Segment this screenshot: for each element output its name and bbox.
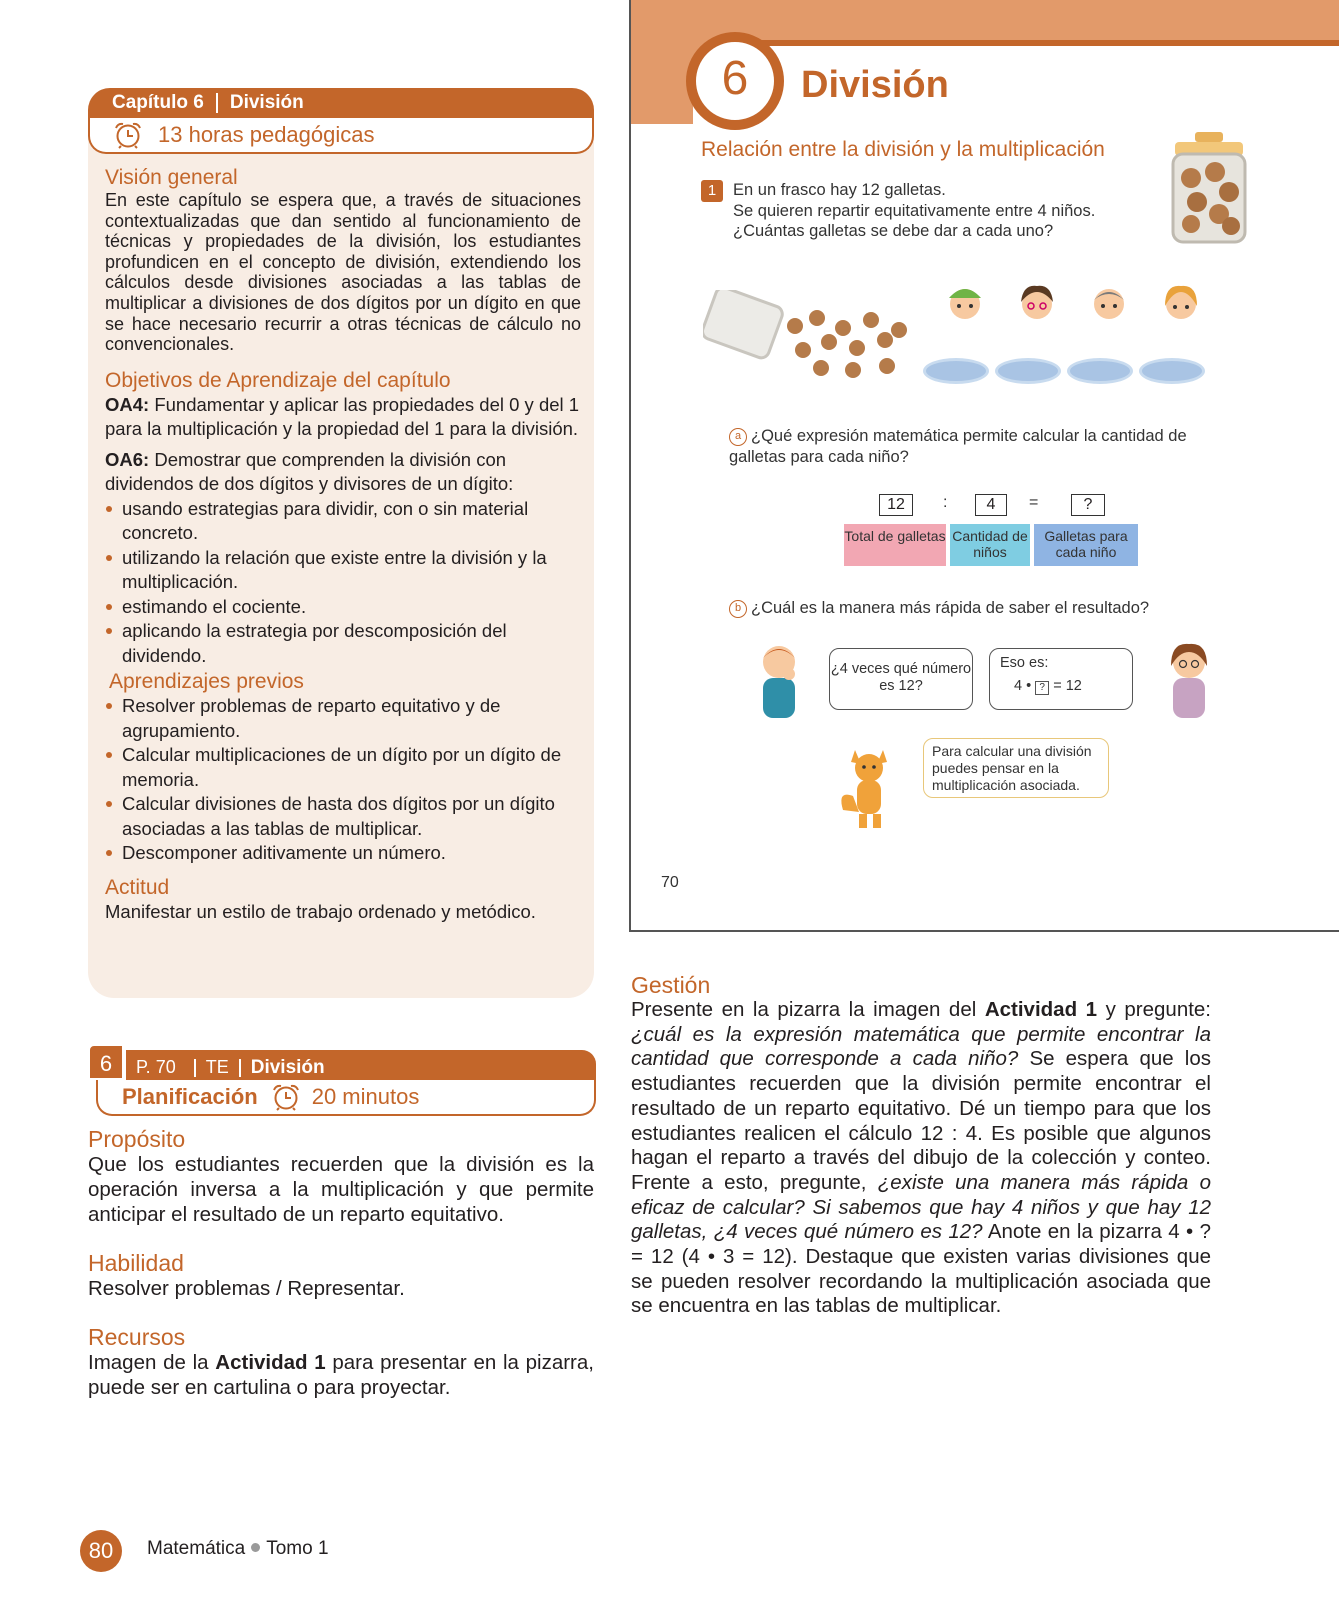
resources-activity: Actividad 1 [215,1351,326,1374]
oa6-text: Demostrar que comprenden la división con dividendos de dos dígitos y divisores de un dígito: [105,448,514,495]
oa4-code: OA4: [105,393,150,415]
footer-volume: Tomo 1 [266,1538,329,1559]
skill-section [88,1250,594,1301]
activity-line: En un frasco hay 12 galletas. [733,181,946,199]
list-item: usando estrategias para dividir, con o sin material concreto. [105,497,581,546]
resources-section [88,1324,594,1400]
question-a-marker: a [729,428,747,446]
bubble-expr-box: ? [1035,681,1049,695]
overview-title: Visión general [105,166,238,189]
oa4-objective [105,393,581,442]
planning-te: TE [205,1057,229,1077]
textbook-page-number: 70 [661,874,679,891]
question-b-text: ¿Cuál es la manera más rápida de saber el resultado? [751,599,1150,617]
boy-thinking-icon [753,640,805,720]
oa4-text: Fundamentar y aplicar las propiedades del 0 y del 1 para la multiplicación y la propiedad del 1 para la división. [105,393,580,440]
purpose-title: Propósito [88,1126,186,1152]
plate-icon [995,358,1061,384]
planning-page: P. 70 [136,1057,176,1077]
chapter-number-badge: 6 [686,32,784,130]
question-a-text: ¿Qué expresión matemática permite calcular la cantidad de galletas para cada niño? [729,427,1187,466]
child-face-icon [943,280,987,324]
footer-book-name: Matemática [147,1538,246,1559]
attitude-text: Manifestar un estilo de trabajo ordenado y metódico. [105,900,536,922]
management-question: ¿existe una manera más rápida o eficaz de calcular? Si sabemos que hay 4 niños y que hay 12 galletas, ¿4 veces qué número es 12? [631,1170,1211,1244]
activity-number: 1 [701,180,723,202]
equation-equals: = [1029,494,1039,511]
list-item: Calcular divisiones de hasta dos dígitos por un dígito asociadas a las tablas de multiplicar. [105,792,581,841]
planning-subheader [96,1080,596,1116]
purpose-section [88,1126,594,1227]
plate-icon [923,358,989,384]
management-question: ¿cuál es la expresión matemática que permite encontrar la cantidad que corresponde a cada niño? [631,1022,1211,1071]
child-face-icon [1087,280,1131,324]
chapter-hours [88,118,594,154]
alarm-clock-icon [112,121,144,149]
footer-book [147,1538,329,1560]
label-number-of-kids: Cantidad de niños [950,524,1030,566]
list-item: aplicando la estrategia por descomposición del dividendo. [105,619,581,668]
bubble-expr-end: = 12 [1053,678,1082,694]
planning-chapter-number: 6 [88,1044,124,1080]
list-item: Descomponer aditivamente un número. [105,841,581,866]
oa6-code: OA6: [105,448,150,470]
management-text [631,998,1211,1319]
header-divider [216,93,218,113]
resources-text-end: para presentar en la pizarra, puede ser en cartulina o para proyectar. [88,1351,594,1399]
objectives-title: Objetivos de Aprendizaje del capítulo [105,368,451,392]
child-face-icon [1015,280,1059,324]
planning-header [126,1050,596,1080]
footer-dot-icon [251,1543,260,1552]
bubble-right-expression [1000,678,1122,695]
activity-line: Se quieren repartir equitativamente entre 4 niños. [733,201,1096,220]
speech-bubble-left: ¿4 veces qué número es 12? [829,648,973,710]
alarm-clock-icon [270,1083,302,1111]
management-text-part: y pregunte: [1097,998,1212,1021]
page-number: 80 [80,1530,122,1572]
management-section [631,972,1211,1319]
label-total-cookies: Total de galletas [844,524,946,566]
bubble-right-title: Eso es: [1000,655,1049,671]
chapter-title: División [229,92,304,113]
overview-text: En este capítulo se espera que, a través de situaciones contextualizadas que dan sentido al funcionamiento de técnicas y propiedades de la división, los estudiantes profundicen en el concepto de división, extendiendo los cálculos desde divisiones asociadas a las tablas de multiplicar a divisiones de dos dígitos por un dígito en que se hace necesario recurrir a otras técnicas de cálculo no convencionales. [105,190,581,355]
planning-minutes: 20 minutos [311,1084,420,1109]
management-title: Gestión [631,972,711,998]
textbook-page-image [629,0,1339,932]
question-b-marker: b [729,600,747,618]
question-b [729,598,1209,619]
equation-divisor: 4 [975,494,1007,516]
oa6-list [105,497,581,669]
planning-title: División [250,1057,325,1078]
activity-text [733,180,1153,242]
spilled-cookies-icon [703,290,933,390]
header-divider [239,1059,241,1077]
label-cookies-each: Galletas para cada niño [1034,524,1138,566]
bubble-expr-start: 4 • [1014,678,1032,694]
list-item: Resolver problemas de reparto equitativo y de agrupamiento. [105,694,581,743]
list-item: utilizando la relación que existe entre la división y la multiplicación. [105,546,581,595]
textbook-title: División [801,64,949,106]
chapter-panel-body [105,166,581,924]
fox-mascot-icon [837,740,907,832]
management-text-part: Anote en la pizarra 4 • ? = 12 (4 • 3 = 12). Destaque que existen varias divisiones que se pueden resolver recordando la multiplicación asociada que se encuentra en las tablas de multiplicar. [631,1220,1211,1318]
management-activity: Actividad 1 [984,998,1098,1021]
textbook-subtitle: Relación entre la división y la multiplicación [701,138,1105,161]
list-item: estimando el cociente. [105,595,581,620]
speech-bubble-right [989,648,1133,710]
resources-title: Recursos [88,1324,186,1350]
header-divider [194,1059,196,1077]
chapter-banner-tab [693,40,1339,124]
equation-dividend: 12 [879,494,913,516]
equation-division-symbol: : [943,494,948,511]
activity-line: ¿Cuántas galletas se debe dar a cada uno? [733,222,1054,240]
chapter-overview-panel [88,88,594,998]
skill-text: Resolver problemas / Representar. [88,1277,405,1300]
hours-text: 13 horas pedagógicas [158,122,375,147]
plate-icon [1067,358,1133,384]
chapter-label: Capítulo 6 [112,92,204,113]
chapter-header [88,88,594,118]
previous-learning-list [105,694,581,866]
resources-text-start: Imagen de la [88,1351,216,1374]
skill-title: Habilidad [88,1250,184,1276]
list-item: Calcular multiplicaciones de un dígito por un dígito de memoria. [105,743,581,792]
girl-thinking-icon [1163,640,1215,720]
fox-tip-bubble: Para calcular una división puedes pensar en la multiplicación asociada. [923,738,1109,798]
management-text-part: Presente en la pizarra la imagen del [631,998,985,1021]
plate-icon [1139,358,1205,384]
question-a [729,426,1209,467]
management-text-part: Se espera que los estudiantes recuerden que la división permite encontrar el resultado de un reparto equitativo. Dé un tiempo para que los estudiantes realicen el cálculo 12 : 4. Es posible que algunos hagan el reparto a través del dibujo de la colección y conteo. Frente a esto, pregunte, [631,1047,1211,1194]
purpose-text: Que los estudiantes recuerden que la división es la operación inversa a la multiplicación y que permite anticipar el resultado de un reparto equitativo. [88,1153,594,1226]
equation-unknown: ? [1071,494,1105,516]
oa6-objective [105,448,581,497]
child-face-icon [1159,280,1203,324]
cookie-jar-icon [1169,132,1249,244]
planning-label: Planificación [122,1084,258,1109]
resources-text [88,1350,594,1400]
attitude-title: Actitud [105,875,170,899]
previous-learning-title: Aprendizajes previos [109,670,304,694]
